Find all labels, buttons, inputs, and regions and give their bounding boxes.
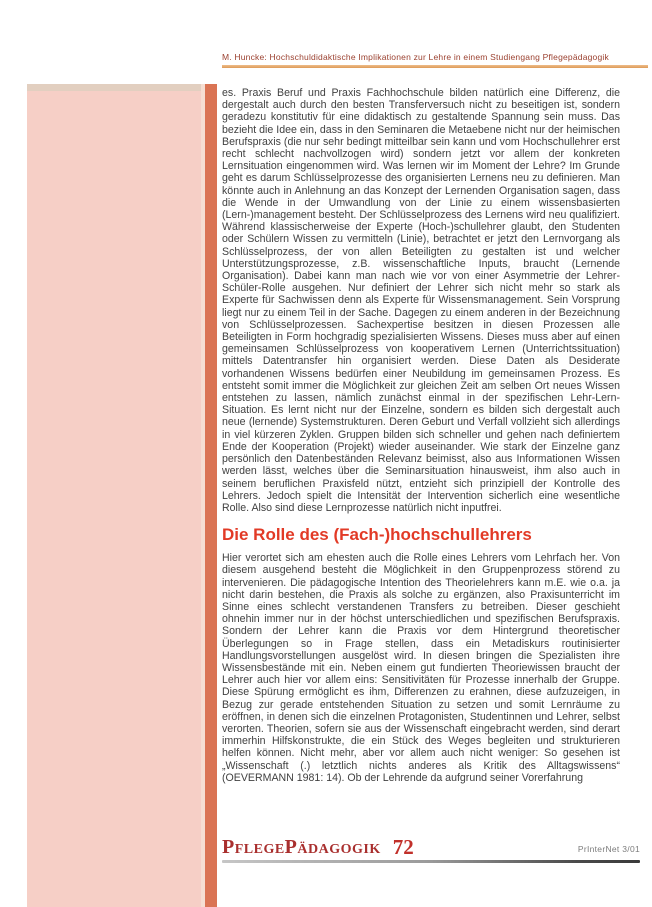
footer-rule [222,860,640,863]
issue-label: PrInterNet 3/01 [577,844,640,854]
header-underline-rule [222,65,648,68]
journal-brand: PflegePädagogik [222,836,381,858]
page-footer [222,833,640,863]
page-number: 72 [392,835,414,859]
body-paragraph-1: es. Praxis Beruf und Praxis Fachhochschule bilden natürlich eine Differenz, die dergestalt auch durch den besten Transferversuch nicht zu beseitigen ist, sondern geradezu konstitutiv für eine didaktisch zu gestaltende Spannung sein muss. Das bezieht die Idee ein, dass in den Seminaren die Metaebene nicht nur der heimischen Berufspraxis (die nur sehr bedingt mitteilbar sein kann und vom Hochschullehrer erst recht schlecht nachvollzogen wird) sondern jetzt vor allem der konkreten Lernsituation eingenommen wird. Was lernen wir im Moment der Lehre? Im Grunde geht es darum Schlüsselprozesse des organisierten Lernens neu zu definieren. Man könnte auch in Anlehnung an das Konzept der Lernenden Organisation sagen, dass die Wende in der Umwandlung von der Linie zu einem wissensbasierten (Lern-)management besteht. Der Schlüsselprozess des Lernens wird neu qualifiziert. Während klassischerweise der Experte (Hoch-)schullehrer glaubt, den Studenten oder Schülern Wissen zu vermitteln (Linie), betrachtet er jetzt den Lernvorgang als Schlüsselprozess, der von allen Beteiligten zu gestalten ist und welcher Unterstützungsprozesse, z.B. wissenschaftliche Inputs, braucht (Lernende Organisation). Dabei kann man nach wie vor von einer Asymmetrie der Lehrer-Schüler-Rolle ausgehen. Nur definiert der Lehrer sich nicht mehr so stark als Experte für Sachwissen denn als Experte für Wissensmanagement. Sein Vorsprung liegt nur zu einem Teil in der Sache. Dagegen zu einem anderen in der Bezeichnung von Schlüsselprozessen. Sachexpertise besitzen in diesen Prozessen alle Beteiligten in Form hochgradig spezialisierten Wissens. Dieses muss aber auf einen gemeinsamen Schlüsselprozess von kooperativem Lernen (Unterrichtssituation) mittels Datentransfer hin organisiert werden. Diese Daten als Desiderate vorhandenen Wissens bedürfen einer Neubildung im gemeinsamen Prozess. Es entsteht somit immer die Möglichkeit zur gleichen Zeit am selben Ort neues Wissen entstehen zu lassen, nämlich zunächst einmal in der spezifischen Lehr-Lern-Situation. Es lernt nicht nur der Einzelne, sondern es bilden sich dergestalt auch neue (lernende) Systemstrukturen. Deren Geburt und Verfall vollzieht sich allerdings in viel kürzeren Zyklen. Gruppen bilden sich schneller und gehen nach definiertem Ende der Kooperation (Projekt) wieder auseinander. Wie stark der Einzelne ganz persönlich den Datenbeständen Relevanz beimisst, also aus Informationen Wissen werden lässt, welches über die Seminarsituation hinausweist, ihm also auch in seinem beruflichen Praxisfeld nützt, entzieht sich prinzipiell der Kontrolle des Lehrers. Jedoch spielt die Intensität der Intervention sicherlich eine wesentliche Rolle. Also sind diese Lernprozesse natürlich nicht inputfrei. [222,87,620,514]
section-heading: Die Rolle des (Fach-)hochschullehrers [222,525,532,545]
accent-bar [205,84,217,907]
left-pink-panel [27,84,201,907]
body-paragraph-2: Hier verortet sich am ehesten auch die Rolle eines Lehrers vom Lehrfach her. Von diesem ausgehend besteht die Möglichkeit in den Gruppenprozess störend zu intervenieren. Die pädagogische Intention des Theorielehrers kann m.E. wie o.a. ja nicht darin bestehen, die Praxis als solche zu ergänzen, also Praxisunterricht im Sinne eines schlecht verstandenen Transfers zu betreiben. Dieser geschieht ohnehin immer nur in der höchst unterschiedlichen und spezifischen Berufspraxis. Sondern der Lehrer kann die Praxis vor dem Hintergrund theoretischer Überlegungen so in Frage stellen, dass ein Metadiskurs routinisierter Handlungsvorstellungen ausgelöst wird. In diesen bringen die Spezialisten ihre Wissensbestände mit ein. Neben einem gut fundierten Theoriewissen braucht der Lehrer auch hier vor allem eins: Sensitivitäten für Prozesse innerhalb der Gruppe. Diese Spürung ermöglicht es ihm, Differenzen zu erahnen, diese aufzuzeigen, in Bezug zur gerade entstehenden Situation zu setzen und somit Lernräume zu eröffnen, in denen sich die einzelnen Protagonisten, Studentinnen und Lehrer, selbst verorten. Theorien, sofern sie aus der Wissenschaft eingebracht werden, sind derart immerhin Hilfskonstrukte, die ein Stück des Weges begleiten und strukturieren helfen können. Nicht mehr, aber vor allem auch nicht weniger: So gesehen ist „Wissenschaft (.) letztlich nichts anderes als Kritik des Alltagswissens“ (OEVERMANN 1981: 14). Ob der Lehrende da aufgrund seiner Vorerfahrung [222,552,620,784]
article-text-column [222,87,620,784]
running-header: M. Huncke: Hochschuldidaktische Implikationen zur Lehre in einem Studiengang Pflegepädagogik [222,52,609,62]
